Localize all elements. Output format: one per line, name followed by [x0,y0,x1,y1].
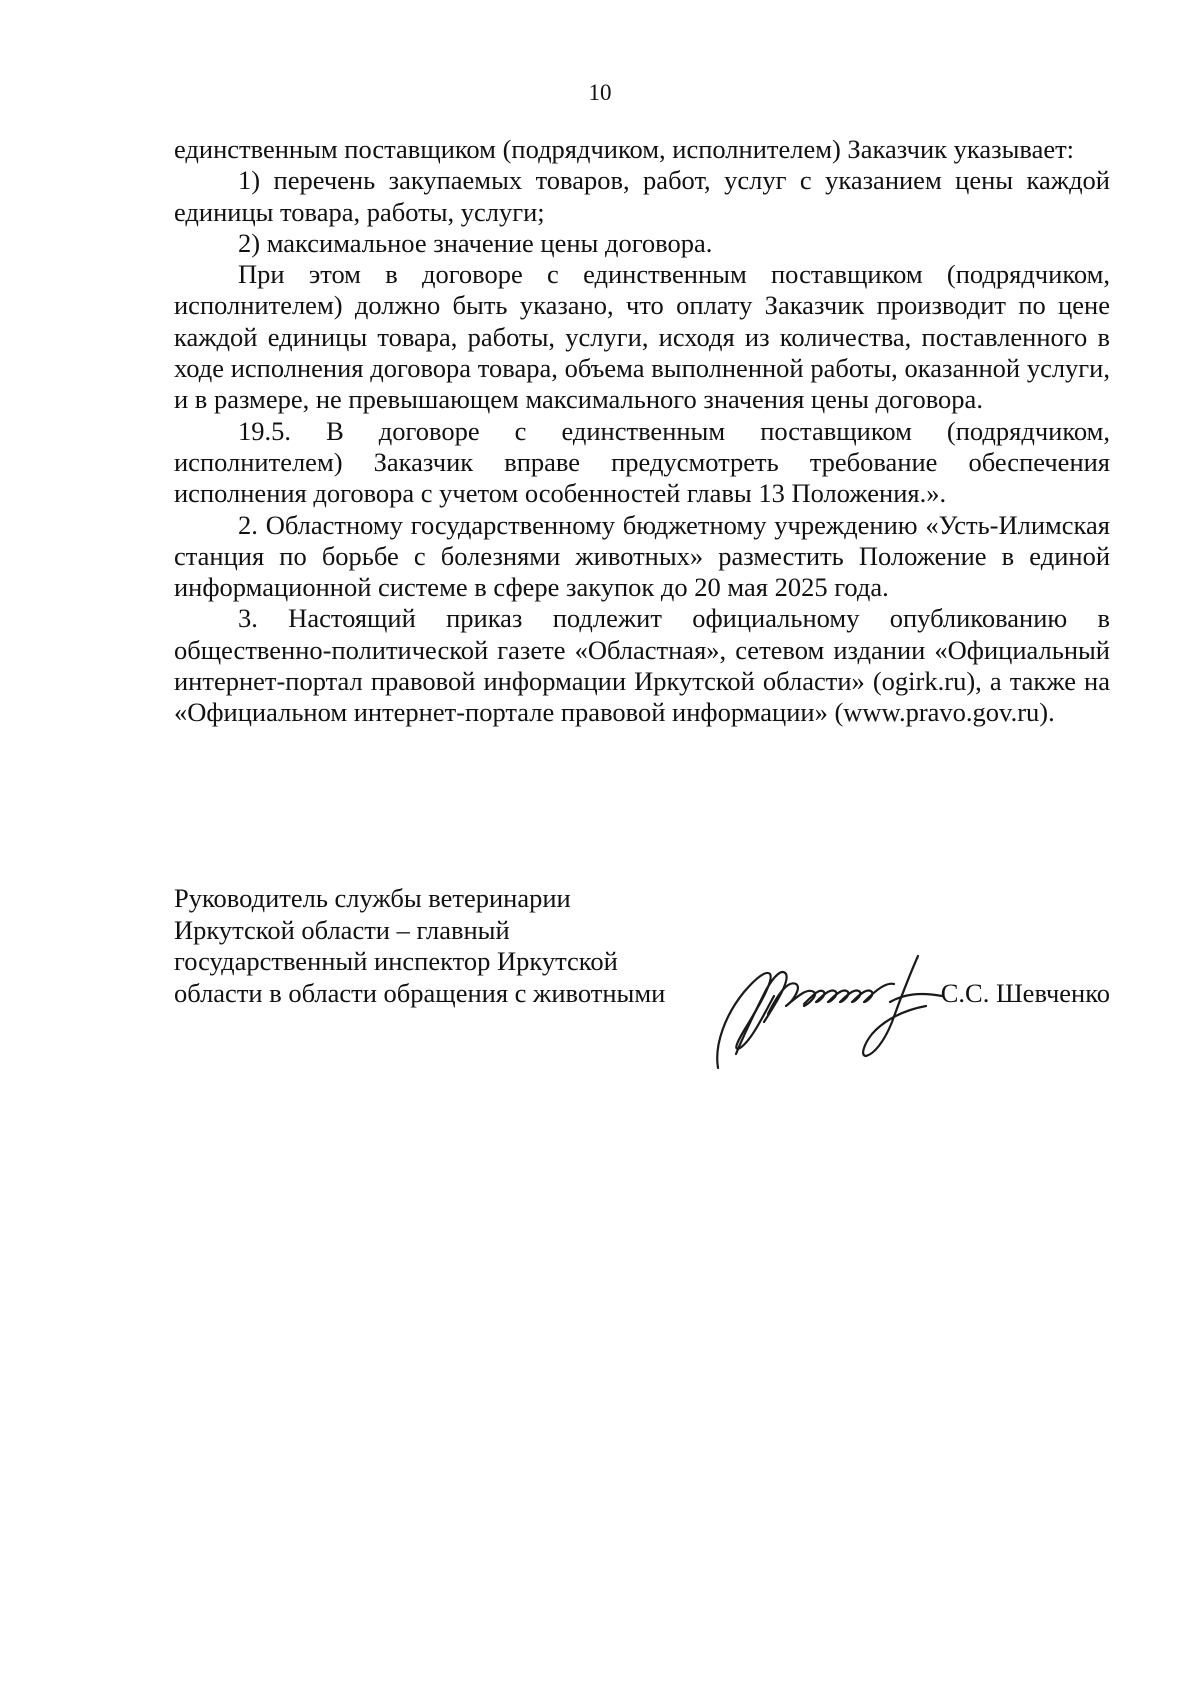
paragraph-item-3: 3. Настоящий приказ подлежит официальному опубликованию в общественно-политической газете «Областная», сетевом издании «Официальный интернет-портал правовой информации Иркутской области» (ogirk.ru), а также на «Официальном интернет-портале правовой информации» (www.pravo.gov.ru). [174,603,1110,728]
signatory-title-line: Иркутской области – главный [174,914,510,945]
list-item-2: 2) максимальное значение цены договора. [238,227,713,258]
document-body [174,134,1110,729]
signatory-title-line: государственный инспектор Иркутской [174,946,618,976]
paragraph-continuation: единственным поставщиком (подрядчиком, исполнителем) Заказчик указывает: [174,134,1075,164]
paragraph-item-2: 2. Областному государственному бюджетному учреждению «Усть-Илимская станция по борьбе с болезнями животных» разместить Положение в единой информационной системе в сфере закупок до 20 мая 2025 года. [174,509,1110,603]
list-item-1: 1) перечень закупаемых товаров, работ, услуг с указанием цены каждой единицы товара, работы, услуги; [174,165,1110,227]
paragraph-payment-terms: При этом в договоре с единственным поставщиком (подрядчиком, исполнителем) должно быть указано, что оплату Заказчик производит по цене каждой единицы товара, работы, услуги, исходя из количества, поставленного в ходе исполнения договора товара, объема выполненной работы, оказанной услуги, и в размере, не превышающем максимального значения цены договора. [174,259,1110,415]
signatory-title-line: Руководитель службы ветеринарии [174,883,571,913]
handwritten-signature [704,944,984,1074]
signatory-title-line: области в области обращения с животными [174,977,666,1008]
paragraph-clause-19-5: 19.5. В договоре с единственным поставщиком (подрядчиком, исполнителем) Заказчик вправе предусмотреть требование обеспечения исполнения договора с учетом особенностей главы 13 Положения.». [174,415,1110,509]
page-number: 10 [588,80,612,105]
signatory-name: С.С. Шевченко [940,977,1110,1008]
